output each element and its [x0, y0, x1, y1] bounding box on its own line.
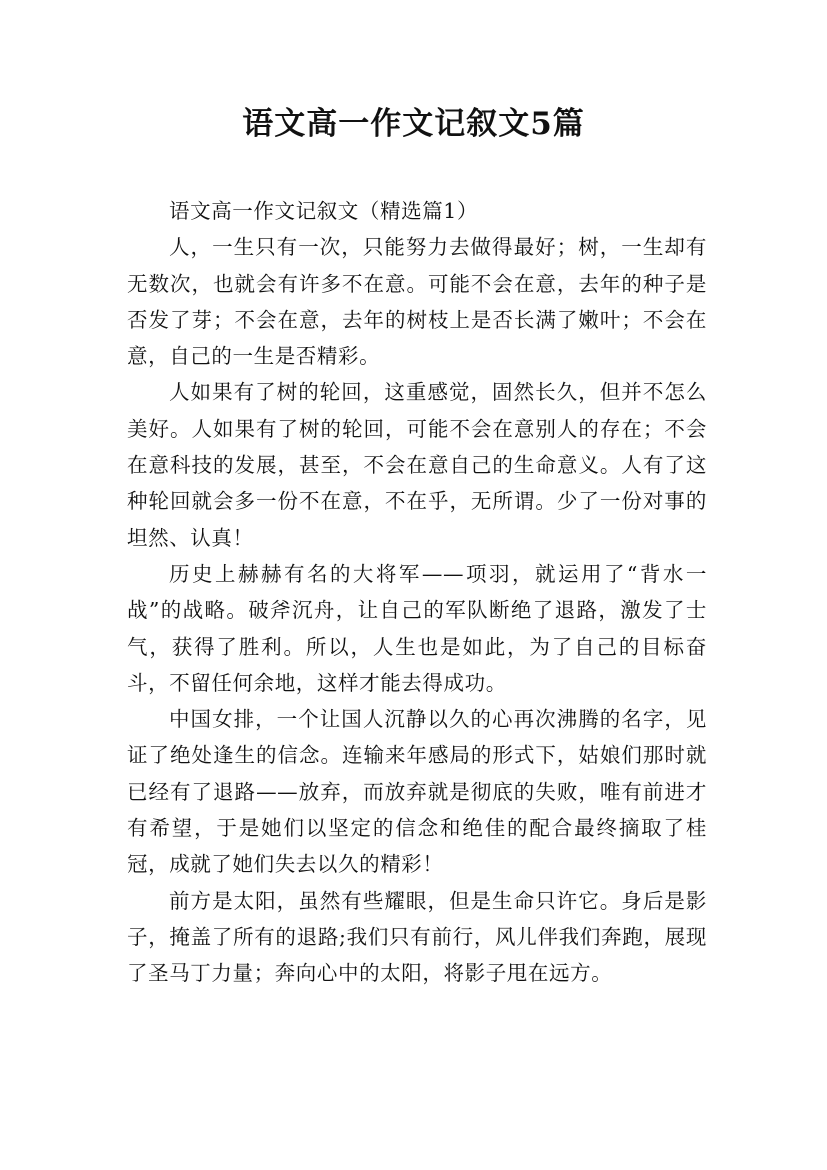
- paragraph: 中国女排，一个让国人沉静以久的心再次沸腾的名字，见证了绝处逢生的信念。连输来年感局的形式下，姑娘们那时就已经有了退路——放弃，而放弃就是彻底的失败，唯有前进才有希望，于是她们以坚定的信念和绝佳的配合最终摘取了桂冠，成就了她们失去以久的精彩！: [127, 707, 707, 877]
- paragraph: 人如果有了树的轮回，这重感觉，固然长久，但并不怎么美好。人如果有了树的轮回，可能不会在意别人的存在；不会在意科技的发展，甚至，不会在意自己的生命意义。人有了这种轮回就会多一份不在意，不在乎，无所谓。少了一份对事的坦然、认真！: [127, 380, 707, 550]
- paragraph: 前方是太阳，虽然有些耀眼，但是生命只许它。身后是影子，掩盖了所有的退路;我们只有前行，风儿伴我们奔跑，展现了圣马丁力量；奔向心中的太阳，将影子甩在远方。: [127, 888, 707, 986]
- paragraph: 人，一生只有一次，只能努力去做得最好；树，一生却有无数次，也就会有许多不在意。可能不会在意，去年的种子是否发了芽；不会在意，去年的树枝上是否长满了嫩叶；不会在意，自己的一生是否精彩。: [127, 235, 707, 369]
- section-heading: 语文高一作文记叙文（精选篇1）: [169, 199, 479, 223]
- paragraph: 历史上赫赫有名的大将军——项羽，就运用了“背水一战”的战略。破斧沉舟，让自己的军队断绝了退路，激发了士气，获得了胜利。所以，人生也是如此，为了自己的目标奋斗，不留任何余地，这样才能去得成功。: [127, 561, 707, 695]
- document-body: [127, 193, 707, 992]
- document-title: 语文高一作文记叙文5篇: [242, 106, 585, 142]
